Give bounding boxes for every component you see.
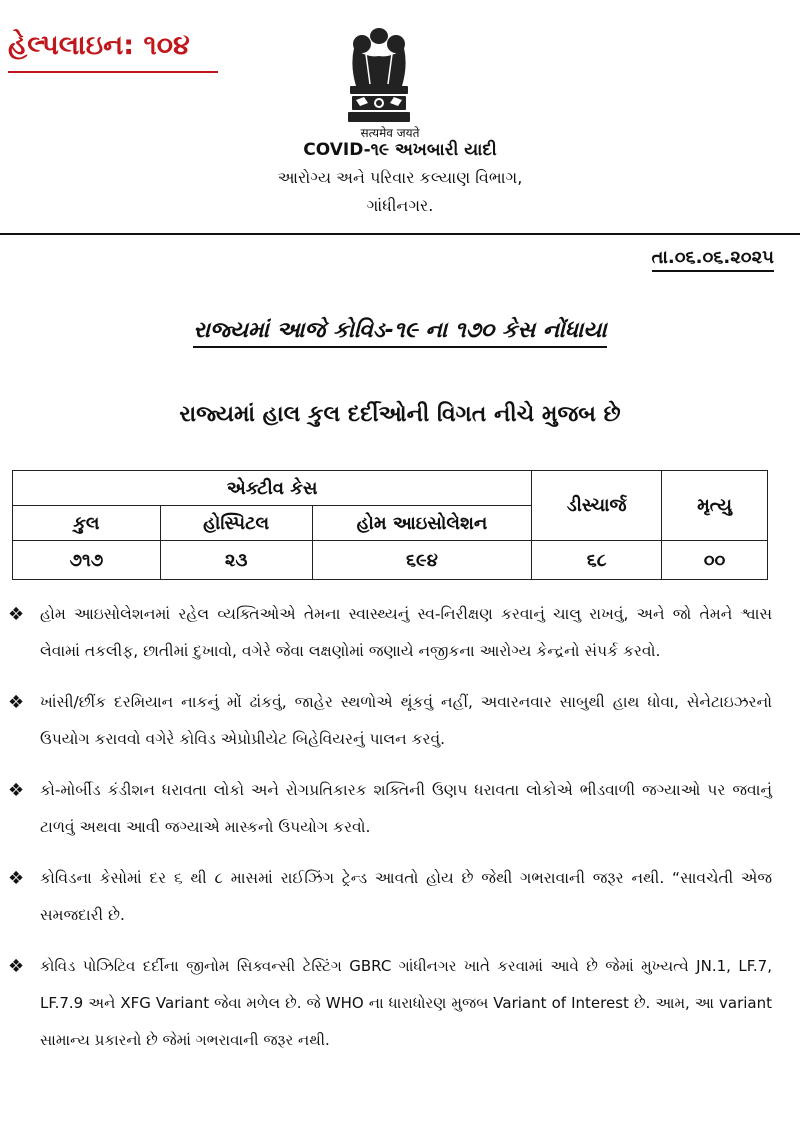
discharge-value: ૬૮ xyxy=(532,541,662,580)
headline xyxy=(0,318,800,343)
list-item-text: કો-મોર્બીડ કંડીશન ધરાવતા લોકો અને રોગપ્રતિકારક શક્તિની ઉણપ ધરાવતા લોકોએ ભીડવાળી જગ્યાઓ પર જવાનું ટાળવું અથવા આવી જગ્યાએ માસ્કનો ઉપયોગ કરવો. xyxy=(40,781,772,836)
list-item xyxy=(8,596,772,670)
total-header: કુલ xyxy=(13,506,161,541)
subheadline: રાજ્યમાં હાલ કુલ દર્દીઓની વિગત નીચે મુજબ છે xyxy=(179,402,621,427)
death-value: ૦૦ xyxy=(662,541,768,580)
diamond-bullet-icon: ❖ xyxy=(8,692,25,713)
diamond-bullet-icon: ❖ xyxy=(8,780,25,801)
discharge-header: ડીસ્ચાર્જ xyxy=(532,471,662,541)
hospital-header: હોસ્પિટલ xyxy=(160,506,312,541)
diamond-bullet-icon: ❖ xyxy=(8,868,25,889)
helpline-text: હેલ્પલાઇન: ૧૦૪ xyxy=(8,30,190,61)
list-item xyxy=(8,772,772,846)
list-item-text: કોવિડ પોઝિટિવ દર્દીના જીનોમ સિક્વન્સી ટેસ્ટિંગ GBRC ગાંધીનગર ખાતે કરવામાં આવે છે જેમાં મુખ્યત્વે JN.1, LF.7, LF.7.9 અને XFG Variant જેવા મળેલ છે. જે WHO ના ધારાધોરણ મુજબ Variant of Interest છે. આમ, આ variant સામાન્ય પ્રકારનો છે જેમાં ગભરાવાની જરૂર નથી. xyxy=(40,957,772,1049)
diamond-bullet-icon: ❖ xyxy=(8,604,25,625)
death-header: મૃત્યુ xyxy=(662,471,768,541)
city-name: ગાંધીનગર. xyxy=(366,196,434,215)
list-item xyxy=(8,684,772,758)
header-divider xyxy=(0,233,800,235)
department-name: આરોગ્ય અને પરિવાર કલ્યાણ વિભાગ, xyxy=(277,168,523,187)
list-item-text: ખાંસી/છીંક દરમિયાન નાકનું મોં ઢાંકવું, જાહેર સ્થળોએ થૂંકવું નહીં, અવારનવાર સાબુથી હાથ ધોવા, સેનેટાઇઝરનો ઉપયોગ કરાવવો વગેરે કોવિડ એપ્રોપ્રીયેટ બિહેવિયરનું પાલન કરવું. xyxy=(40,693,772,748)
helpline-underline xyxy=(8,71,218,73)
home-isolation-value: ૬૯૪ xyxy=(312,541,532,580)
list-item xyxy=(8,860,772,934)
table-header-row xyxy=(13,471,768,506)
list-item-text: કોવિડના કેસોમાં દર ૬ થી ૮ માસમાં રાઈઝિંગ ટ્રેન્ડ આવતો હોય છે જેથી ગભરાવાની જરૂર નથી. “સાવચેતી એજ સમજદારી છે. xyxy=(40,869,772,924)
home-isolation-header: હોમ આઇસોલેશન xyxy=(312,506,532,541)
table-row xyxy=(13,541,768,580)
emblem-motto: सत्यमेव जयते xyxy=(360,126,420,140)
list-item-text: હોમ આઇસોલેશનમાં રહેલ વ્યક્તિઓએ તેમના સ્વાસ્થ્યનું સ્વ-નિરીક્ષણ કરવાનું ચાલુ રાખવું, અને જો તેમને શ્વાસ લેવામાં તકલીફ, છાતીમાં દુખાવો, વગેરે જેવા લક્ષણોમાં જણાયે નજીકના આરોગ્ય કેન્દ્રનો સંપર્ક કરવો. xyxy=(40,605,772,660)
patient-stats-table xyxy=(12,470,768,580)
hospital-value: ૨૩ xyxy=(160,541,312,580)
diamond-bullet-icon: ❖ xyxy=(8,956,25,977)
headline-text: રાજ્યમાં આજે કોવિડ-૧૯ ના ૧૭૦ કેસ નોંધાયા xyxy=(193,318,606,348)
press-release-title: COVID-૧૯ અખબારી યાદી xyxy=(303,140,497,160)
active-cases-header: એક્ટીવ કેસ xyxy=(13,471,532,506)
release-date: તા.૦૬.૦૬.૨૦૨૫ xyxy=(652,247,774,272)
total-value: ૭૧૭ xyxy=(13,541,161,580)
advisory-list xyxy=(8,596,772,1073)
national-emblem-icon xyxy=(340,26,418,128)
list-item xyxy=(8,948,772,1059)
